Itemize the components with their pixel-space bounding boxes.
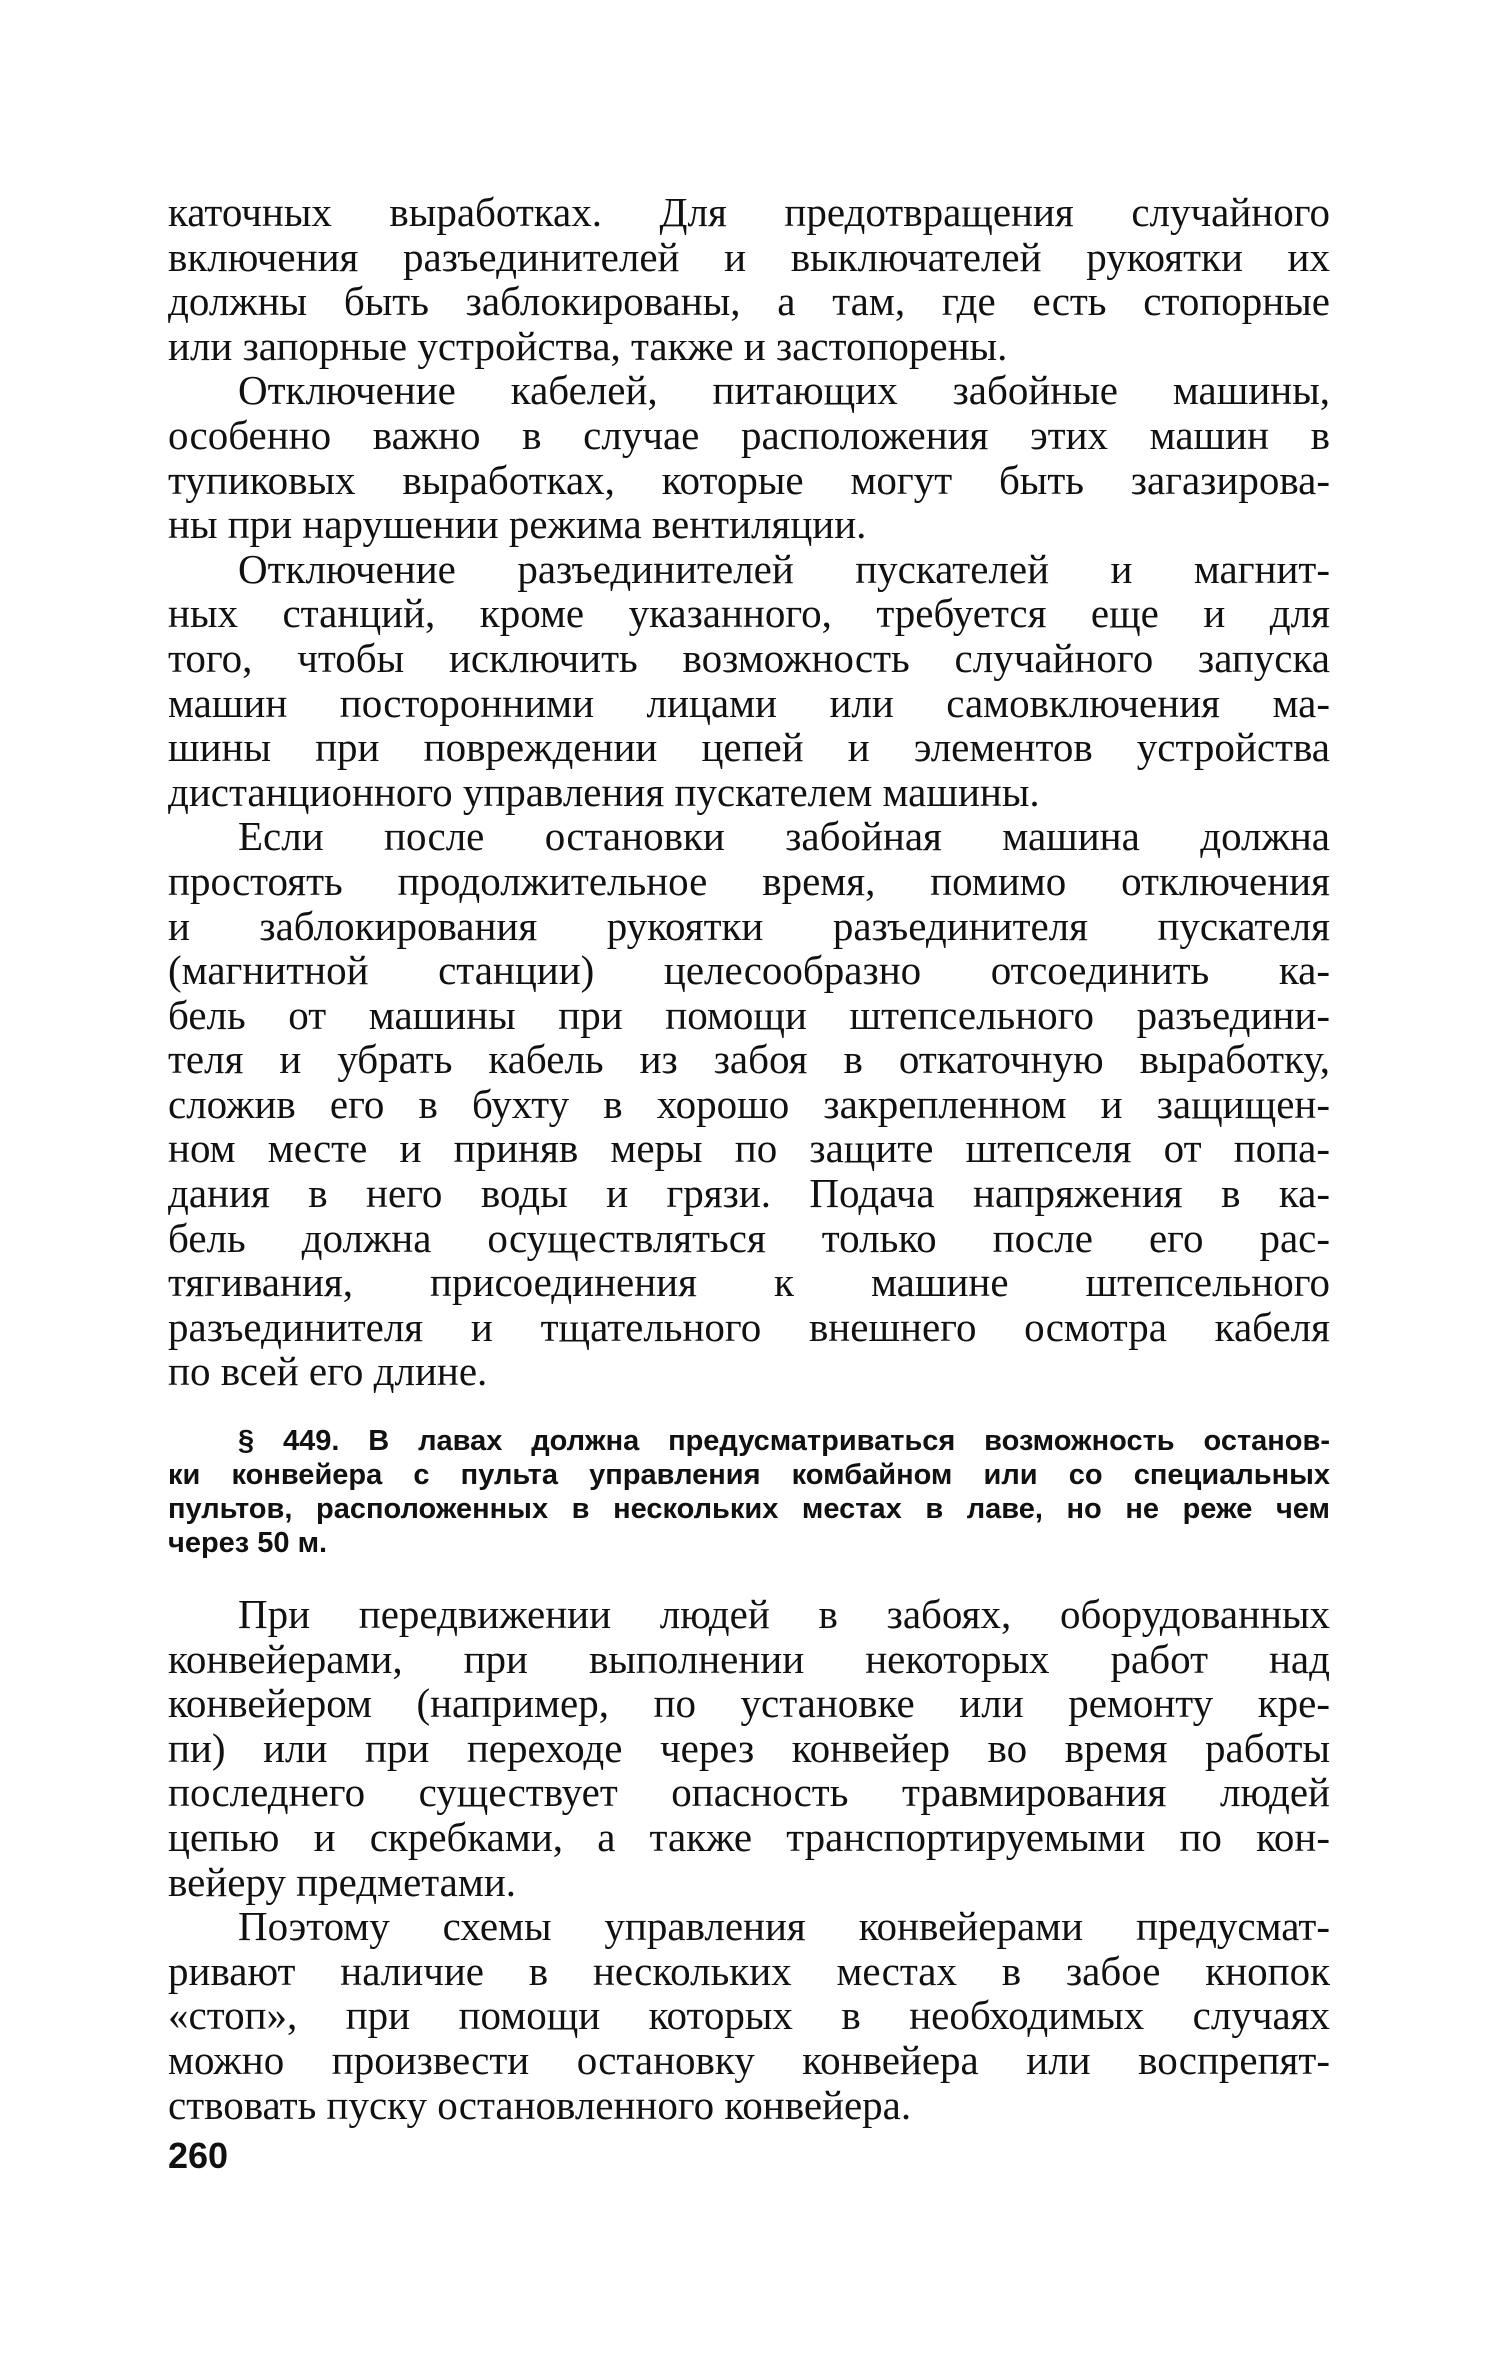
text-line: конвейером (например, по установке или ремонту кре- — [168, 1680, 1330, 1727]
text-line: цепью и скребками, а также транспортируемыми по кон- — [168, 1814, 1330, 1860]
rule-line: ки конвейера с пульта управления комбайном или со специальных — [168, 1459, 1330, 1492]
text-line: пи) или при переходе через конвейер во время работы — [168, 1724, 1330, 1771]
text-line: ных станций, кроме указанного, требуется еще и для — [168, 590, 1330, 637]
text-line: конвейерами, при выполнении некоторых работ над — [168, 1635, 1330, 1682]
text-line: должны быть заблокированы, а там, где есть стопорные — [168, 278, 1330, 325]
text-line: того, чтобы исключить возможность случайного запуска — [168, 634, 1330, 681]
rule-line: § 449. В лавах должна предусматриваться возможность останов- — [238, 1425, 1330, 1458]
text-line: простоять продолжительное время, помимо отключения — [168, 857, 1330, 904]
text-line: (магнитной станции) целесообразно отсоединить ка- — [168, 947, 1330, 994]
text-line: вейеру предметами. — [168, 1858, 517, 1905]
text-line: ном месте и приняв меры по защите штепселя от попа- — [168, 1125, 1330, 1172]
text-line: по всей его длине. — [168, 1348, 488, 1395]
text-line: сложив его в бухту в хорошо закрепленном и защищен- — [168, 1080, 1330, 1127]
text-line: или запорные устройства, также и застопорены. — [168, 322, 1008, 369]
text-line: Отключение разъединителей пускателей и магнит- — [238, 545, 1330, 592]
rule-line: пультов, расположенных в нескольких местах в лаве, но не реже чем — [168, 1493, 1330, 1526]
text-line: включения разъединителей и выключателей рукоятки их — [168, 233, 1330, 280]
paragraph-cable-disconnect — [168, 368, 1330, 546]
text-line: разъединителя и тщательного внешнего осмотра кабеля — [168, 1303, 1330, 1350]
text-line: При передвижении людей в забоях, оборудованных — [238, 1591, 1330, 1638]
text-line: «стоп», при помощи которых в необходимых случаях — [168, 1992, 1330, 2039]
text-line: последнего существует опасность травмирования людей — [168, 1769, 1330, 1816]
rule-section-449 — [168, 1424, 1330, 1560]
page-body — [168, 190, 1330, 2127]
paragraph-continuation — [168, 190, 1330, 368]
paragraph-machine-idle — [168, 814, 1330, 1394]
text-line: тягивания, присоединения к машине штепсельного — [168, 1259, 1330, 1306]
text-line: каточных выработках. Для предотвращения случайного — [168, 189, 1330, 235]
text-line: Поэтому схемы управления конвейерами предусмат- — [238, 1903, 1330, 1950]
text-line: особенно важно в случае расположения этих машин в — [168, 411, 1330, 458]
text-line: ривают наличие в нескольких местах в забое кнопок — [168, 1947, 1330, 1994]
text-line: бель от машины при помощи штепсельного разъедини- — [168, 991, 1330, 1038]
text-line: машин посторонними лицами или самовключения ма- — [168, 679, 1330, 726]
text-line: можно произвести остановку конвейера или воспрепят- — [168, 2036, 1330, 2083]
text-line: и заблокирования рукоятки разъединителя пускателя — [168, 902, 1330, 949]
text-line: шины при повреждении цепей и элементов устройства — [168, 724, 1330, 771]
text-line: тупиковых выработках, которые могут быть загазирова- — [168, 456, 1330, 503]
text-line: ствовать пуску остановленного конвейера. — [168, 2081, 912, 2128]
text-line: бель должна осуществляться только после его рас- — [168, 1214, 1330, 1261]
paragraph-stop-buttons — [168, 1904, 1330, 2127]
rule-line: через 50 м. — [168, 1527, 328, 1560]
text-line: теля и убрать кабель из забоя в откаточную выработку, — [168, 1036, 1330, 1083]
paragraph-conveyor-hazard — [168, 1592, 1330, 1904]
text-line: Отключение кабелей, питающих забойные машины, — [238, 367, 1330, 414]
paragraph-disconnectors — [168, 547, 1330, 815]
text-line: дания в него воды и грязи. Подача напряжения в ка- — [168, 1170, 1330, 1217]
text-line: дистанционного управления пускателем машины. — [168, 768, 1040, 815]
text-line: Если после остановки забойная машина должна — [238, 813, 1330, 860]
text-line: ны при нарушении режима вентиляции. — [168, 501, 867, 548]
page-number: 260 — [168, 2135, 229, 2176]
